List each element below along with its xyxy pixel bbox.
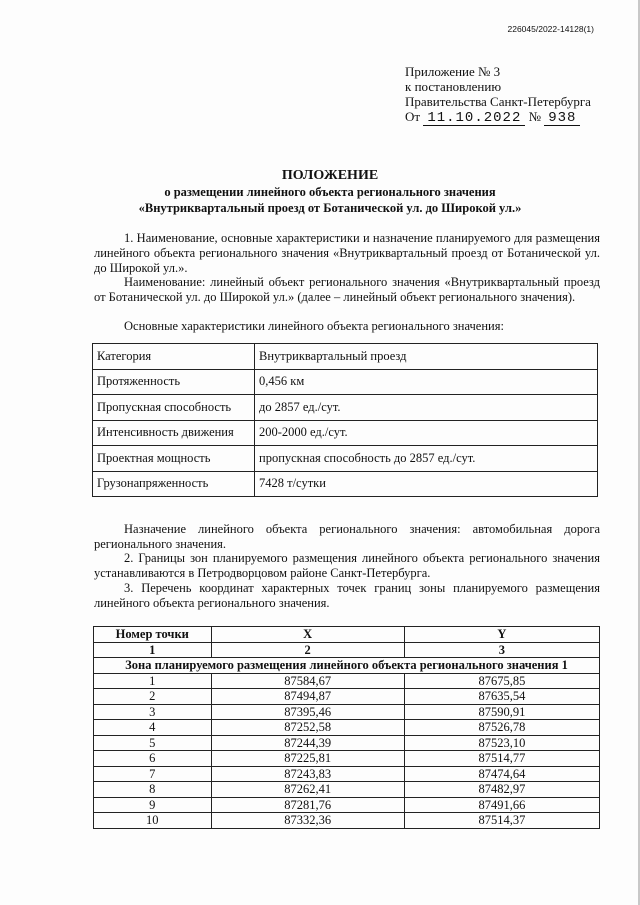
table-cell-value: пропускная способность до 2857 ед./сут. [255, 446, 598, 472]
table-cell-value: 0,456 км [255, 369, 598, 395]
table-cell-key: Категория [93, 344, 255, 370]
table-cell-key: Проектная мощность [93, 446, 255, 472]
y-value: 87526,78 [404, 720, 599, 736]
point-number: 9 [94, 797, 212, 813]
column-number: 2 [211, 642, 404, 658]
point-number: 5 [94, 735, 212, 751]
x-value: 87494,87 [211, 689, 404, 705]
document-title: ПОЛОЖЕНИЕ [281, 168, 379, 183]
paragraph: Наименование: линейный объект регионального значения «Внутриквартальный проезд от Ботанической ул. до Широкой ул.» (далее – линейный объект регионального значения). [94, 275, 600, 304]
table-row [94, 766, 600, 782]
decree-number: 938 [544, 112, 580, 126]
table-zone-row [94, 658, 600, 674]
table-header-row [94, 627, 600, 643]
y-value: 87635,54 [404, 689, 599, 705]
paragraph: 3. Перечень координат характерных точек границ зоны планируемого размещения линейного объекта регионального значения. [94, 581, 600, 610]
column-number: 1 [94, 642, 212, 658]
x-value: 87262,41 [211, 782, 404, 798]
y-value: 87675,85 [404, 673, 599, 689]
paragraph: 1. Наименование, основные характеристики и назначение планируемого для размещения линейного объекта регионального значения «Внутриквартальный проезд от Ботанической ул. до Широкой ул.». [94, 231, 600, 275]
table-row [94, 782, 600, 798]
x-value: 87252,58 [211, 720, 404, 736]
x-value: 87243,83 [211, 766, 404, 782]
appendix-date-line [405, 109, 591, 126]
decree-date: 11.10.2022 [423, 112, 525, 126]
y-value: 87514,77 [404, 751, 599, 767]
date-prefix: От [405, 109, 421, 124]
x-value: 87332,36 [211, 813, 404, 829]
appendix-line: к постановлению [405, 79, 502, 94]
table-row [93, 344, 598, 370]
table-row [93, 369, 598, 395]
table-cell-key: Интенсивность движения [93, 420, 255, 446]
appendix-line: Приложение № 3 [405, 64, 501, 79]
column-header-y: Y [404, 627, 599, 643]
table-cell-value: 200-2000 ед./сут. [255, 420, 598, 446]
coordinates-table [93, 626, 600, 829]
table-row [94, 720, 600, 736]
table-cell-value: 7428 т/сутки [255, 471, 598, 497]
paragraph: Основные характеристики линейного объекта регионального значения: [124, 319, 504, 333]
point-number: 4 [94, 720, 212, 736]
y-value: 87523,10 [404, 735, 599, 751]
table-row [94, 689, 600, 705]
table-row [93, 471, 598, 497]
table-cell-key: Пропускная способность [93, 395, 255, 421]
zone-title: Зона планируемого размещения линейного объекта регионального значения 1 [94, 658, 600, 674]
x-value: 87225,81 [211, 751, 404, 767]
appendix-line: Правительства Санкт-Петербурга [405, 94, 591, 109]
y-value: 87474,64 [404, 766, 599, 782]
point-number: 6 [94, 751, 212, 767]
point-number: 1 [94, 673, 212, 689]
point-number: 3 [94, 704, 212, 720]
table-row [93, 395, 598, 421]
paragraph: Назначение линейного объекта регионального значения: автомобильная дорога регионального значения. [94, 522, 600, 551]
characteristics-table [92, 343, 598, 497]
document-subtitle: о размещении линейного объекта регионального значения [164, 185, 496, 199]
table-row [94, 797, 600, 813]
x-value: 87244,39 [211, 735, 404, 751]
paragraph: 2. Границы зон планируемого размещения линейного объекта регионального значения устанавливаются в Петродворцовом районе Санкт-Петербурга. [94, 551, 600, 580]
y-value: 87590,91 [404, 704, 599, 720]
x-value: 87584,67 [211, 673, 404, 689]
point-number: 2 [94, 689, 212, 705]
point-number: 8 [94, 782, 212, 798]
point-number: 7 [94, 766, 212, 782]
table-numbering-row [94, 642, 600, 658]
number-prefix: № [528, 109, 541, 124]
table-cell-value: Внутриквартальный проезд [255, 344, 598, 370]
table-row [94, 813, 600, 829]
document-id: 226045/2022-14128(1) [507, 24, 594, 34]
y-value: 87482,97 [404, 782, 599, 798]
y-value: 87491,66 [404, 797, 599, 813]
document-subtitle-object: «Внутриквартальный проезд от Ботанической ул. до Широкой ул.» [138, 201, 522, 215]
column-header-point: Номер точки [94, 627, 212, 643]
y-value: 87514,37 [404, 813, 599, 829]
column-header-x: X [211, 627, 404, 643]
table-row [93, 446, 598, 472]
table-row [94, 751, 600, 767]
table-cell-value: до 2857 ед./сут. [255, 395, 598, 421]
table-row [93, 420, 598, 446]
table-cell-key: Протяженность [93, 369, 255, 395]
appendix-block [405, 64, 591, 126]
point-number: 10 [94, 813, 212, 829]
table-row [94, 673, 600, 689]
x-value: 87281,76 [211, 797, 404, 813]
x-value: 87395,46 [211, 704, 404, 720]
table-row [94, 704, 600, 720]
table-row [94, 735, 600, 751]
table-cell-key: Грузонапряженность [93, 471, 255, 497]
column-number: 3 [404, 642, 599, 658]
